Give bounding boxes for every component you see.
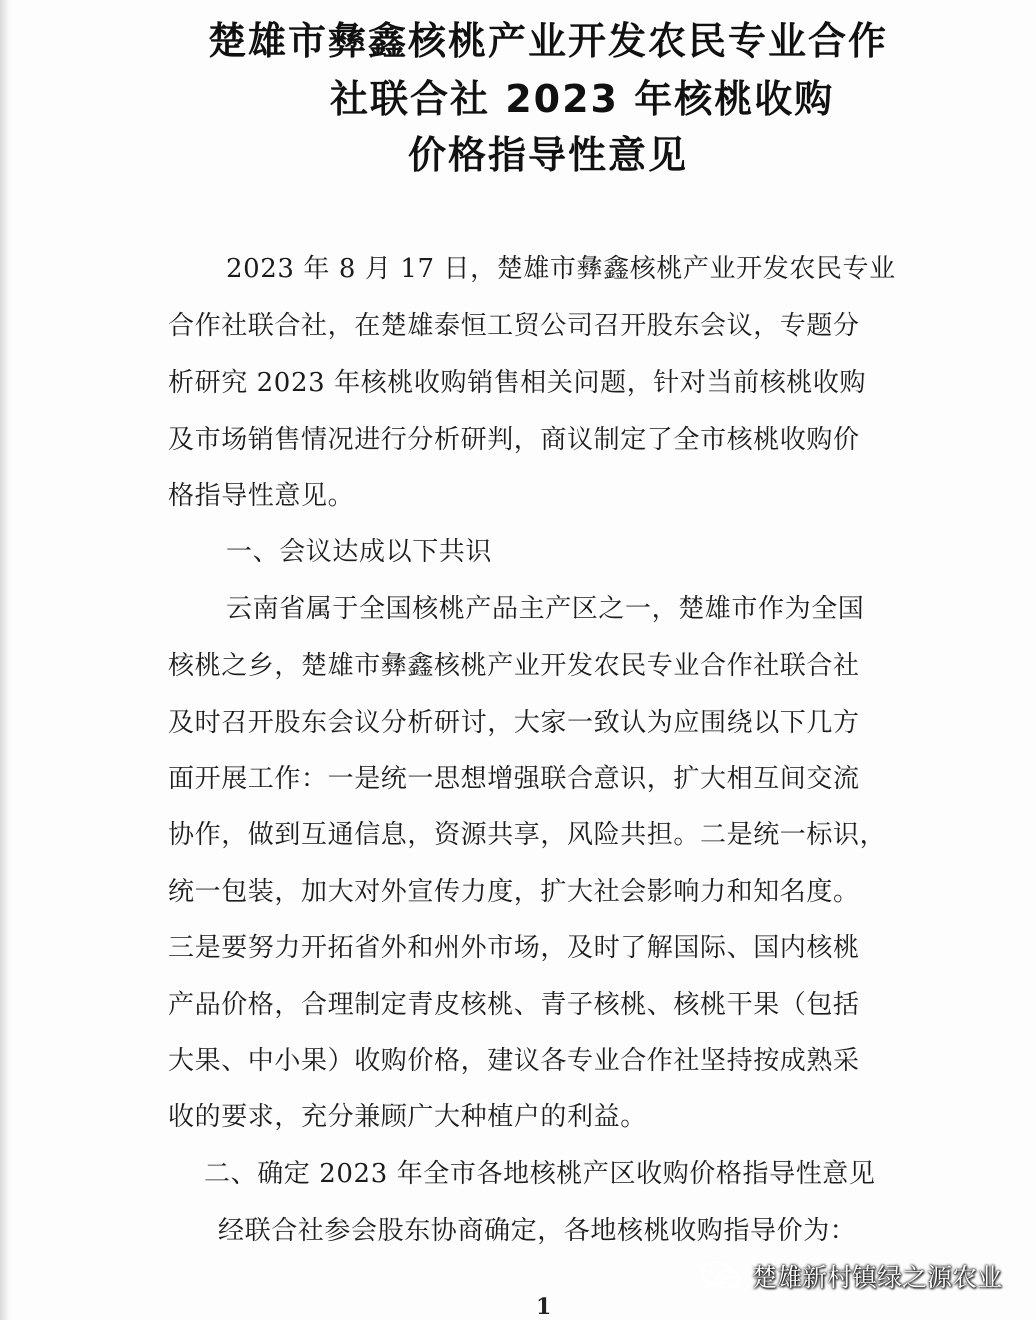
section-heading-1: 一、会议达成以下共识	[226, 537, 493, 567]
wechat-watermark	[700, 1258, 1002, 1294]
title-line-3: 价格指导性意见	[408, 133, 689, 177]
body-line-9: 及时召开股东会议分析研讨，大家一致认为应围绕以下几方	[168, 708, 860, 738]
body-line-7: 云南省属于全国核桃产品主产区之一，楚雄市作为全国	[226, 594, 865, 624]
body-line-8: 核桃之乡，楚雄市彝鑫核桃产业开发农民专业合作社联合社	[168, 651, 860, 681]
body-line-12: 统一包装，加大对外宣传力度，扩大社会影响力和知名度。	[168, 877, 860, 907]
body-line-3: 析研究 2023 年核桃收购销售相关问题，针对当前核桃收购	[168, 368, 867, 398]
body-line-14: 产品价格，合理制定青皮核桃、青子核桃、核桃干果（包括	[168, 990, 860, 1020]
body-line-2: 合作社联合社，在楚雄泰恒工贸公司召开股东会议，专题分	[168, 311, 860, 341]
wechat-icon	[700, 1260, 742, 1292]
watermark-text: 楚雄新村镇绿之源农业	[752, 1263, 1003, 1292]
body-line-18: 经联合社参会股东协商确定，各地核桃收购指导价为：	[218, 1216, 857, 1246]
title-line-1: 楚雄市彝鑫核桃产业开发农民专业合作	[208, 19, 889, 63]
page-number: 1	[536, 1294, 552, 1320]
body-line-4: 及市场销售情况进行分析研判，商议制定了全市核桃收购价	[168, 425, 860, 455]
page-edge-shadow	[0, 0, 10, 1320]
body-line-15: 大果、中小果）收购价格，建议各专业合作社坚持按成熟采	[168, 1046, 860, 1076]
title-line-2: 社联合社 2023 年核桃收购	[330, 77, 835, 121]
section-heading-2: 二、确定 2023 年全市各地核桃产区收购价格指导性意见	[204, 1159, 876, 1189]
body-line-16: 收的要求，充分兼顾广大种植户的利益。	[168, 1102, 647, 1132]
body-line-11: 协作，做到互通信息，资源共享，风险共担。二是统一标识，	[168, 820, 887, 850]
body-line-1: 2023 年 8 月 17 日，楚雄市彝鑫核桃产业开发农民专业	[226, 254, 896, 284]
body-line-10: 面开展工作：一是统一思想增强联合意识，扩大相互间交流	[168, 764, 860, 794]
body-line-13: 三是要努力开拓省外和州外市场，及时了解国际、国内核桃	[168, 933, 860, 963]
body-line-5: 格指导性意见。	[168, 481, 355, 511]
